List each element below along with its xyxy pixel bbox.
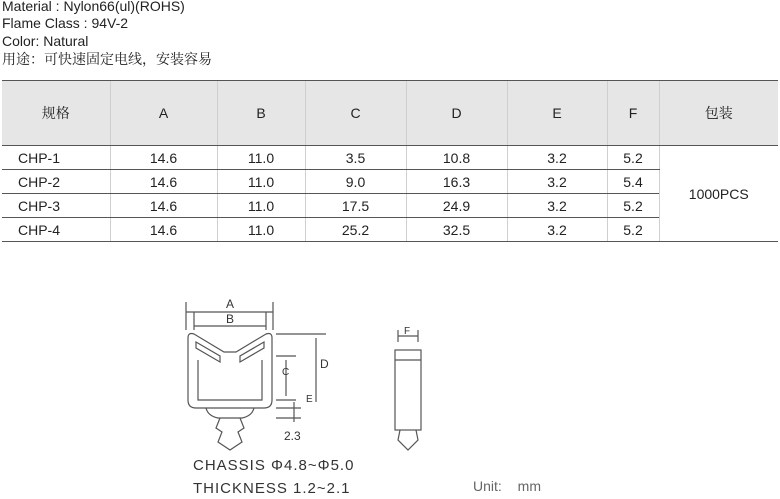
cell-e: 3.2 (507, 194, 607, 218)
table-header-row (2, 81, 778, 146)
cell-a: 14.6 (110, 146, 217, 170)
thickness-spec: THICKNESS 1.2~2.1 (193, 480, 351, 497)
flame-class-spec: Flame Class : 94V-2 (2, 15, 129, 31)
cell-d: 32.5 (406, 218, 507, 242)
cell-model: CHP-1 (2, 146, 110, 170)
dim-b-label: B (226, 312, 235, 326)
cell-d: 10.8 (406, 146, 507, 170)
cell-a: 14.6 (110, 170, 217, 194)
dim-e-label: E (306, 394, 313, 405)
cell-d: 16.3 (406, 170, 507, 194)
dim-c-label: C (282, 367, 290, 378)
unit-label: Unit: mm (473, 478, 541, 494)
chassis-spec: CHASSIS Φ4.8~Φ5.0 (193, 457, 355, 474)
header-spec: 规格 (2, 81, 110, 146)
cell-c: 9.0 (305, 170, 406, 194)
cell-f: 5.2 (607, 146, 659, 170)
cell-b: 11.0 (217, 146, 305, 170)
usage-spec: 用途：可快速固定电线，安装容易 (2, 51, 212, 67)
spec-table (2, 80, 778, 242)
clip-drawing (176, 290, 446, 455)
header-packing: 包装 (659, 81, 778, 146)
cell-a: 14.6 (110, 218, 217, 242)
cell-e: 3.2 (507, 146, 607, 170)
color-spec: Color: Natural (2, 33, 89, 49)
cell-d: 24.9 (406, 194, 507, 218)
table-row (2, 146, 778, 170)
header-d: D (406, 81, 507, 146)
cell-model: CHP-3 (2, 194, 110, 218)
dim-a-label: A (226, 297, 235, 311)
cell-e: 3.2 (507, 218, 607, 242)
cell-c: 25.2 (305, 218, 406, 242)
cell-b: 11.0 (217, 218, 305, 242)
dim-f-label: F (404, 326, 411, 337)
cell-f: 5.4 (607, 170, 659, 194)
header-f: F (607, 81, 659, 146)
cell-f: 5.2 (607, 194, 659, 218)
header-b: B (217, 81, 305, 146)
cell-model: CHP-2 (2, 170, 110, 194)
dim-d-label: D (320, 357, 329, 371)
cell-packing: 1000PCS (659, 146, 778, 242)
header-c: C (305, 81, 406, 146)
cell-b: 11.0 (217, 170, 305, 194)
cell-e: 3.2 (507, 170, 607, 194)
cell-model: CHP-4 (2, 218, 110, 242)
cell-a: 14.6 (110, 194, 217, 218)
cell-b: 11.0 (217, 194, 305, 218)
header-e: E (507, 81, 607, 146)
cell-c: 3.5 (305, 146, 406, 170)
material-spec: Material : Nylon66(ul)(ROHS) (2, 0, 185, 14)
header-a: A (110, 81, 217, 146)
cell-c: 17.5 (305, 194, 406, 218)
cell-f: 5.2 (607, 218, 659, 242)
dim-2-3-label: 2.3 (284, 429, 301, 443)
